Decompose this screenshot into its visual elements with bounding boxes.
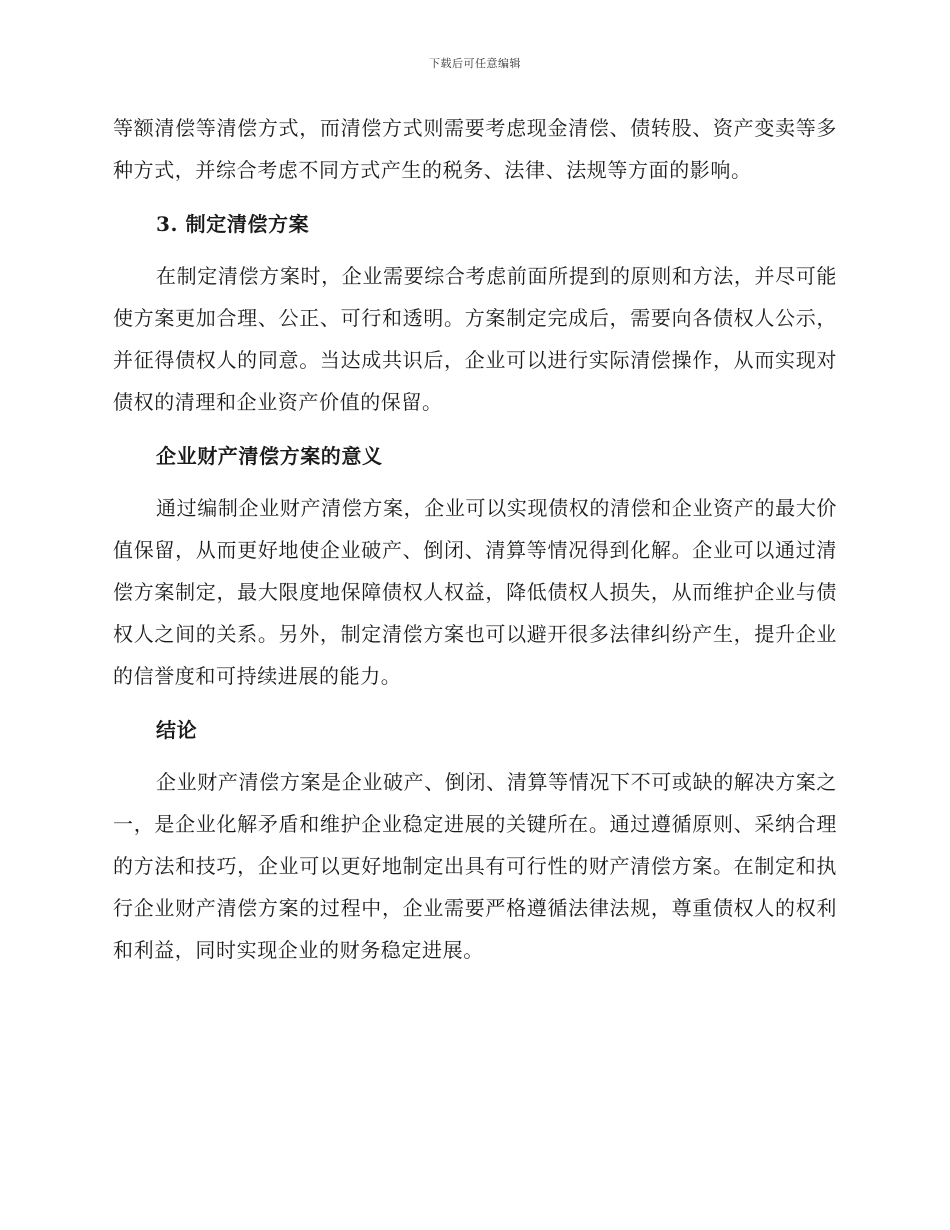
document-body [113, 107, 837, 971]
paragraph-continued: 等额清偿等清偿方式，而清偿方式则需要考虑现金清偿、债转股、资产变卖等多种方式，并综合考虑不同方式产生的税务、法律、法规等方面的影响。 [113, 116, 837, 182]
page-header: 下载后可任意编辑 [429, 57, 521, 70]
paragraph-conclusion: 企业财产清偿方案是企业破产、倒闭、清算等情况下不可或缺的解决方案之一，是企业化解矛盾和维护企业稳定进展的关键所在。通过遵循原则、采纳合理的方法和技巧，企业可以更好地制定出具有可行性的财产清偿方案。在制定和执行企业财产清偿方案的过程中，企业需要严格遵循法律法规，尊重债权人的权利和利益，同时实现企业的财务稳定进展。 [113, 770, 837, 962]
section-heading-significance: 企业财产清偿方案的意义 [156, 444, 383, 468]
section-heading-conclusion: 结论 [156, 718, 198, 742]
paragraph-make-plan: 在制定清偿方案时，企业需要综合考虑前面所提到的原则和方法，并尽可能使方案更加合理、公正、可行和透明。方案制定完成后，需要向各债权人公示，并征得债权人的同意。当达成共识后，企业可以进行实际清偿操作，从而实现对债权的清理和企业资产价值的保留。 [113, 264, 837, 414]
paragraph-significance: 通过编制企业财产清偿方案，企业可以实现债权的清偿和企业资产的最大价值保留，从而更好地使企业破产、倒闭、清算等情况得到化解。企业可以通过清偿方案制定，最大限度地保障债权人权益，降低债权人损失，从而维护企业与债权人之间的关系。另外，制定清偿方案也可以避开很多法律纠纷产生，提升企业的信誉度和可持续进展的能力。 [113, 496, 837, 688]
section-heading-make-plan: 3. 制定清偿方案 [156, 212, 310, 236]
